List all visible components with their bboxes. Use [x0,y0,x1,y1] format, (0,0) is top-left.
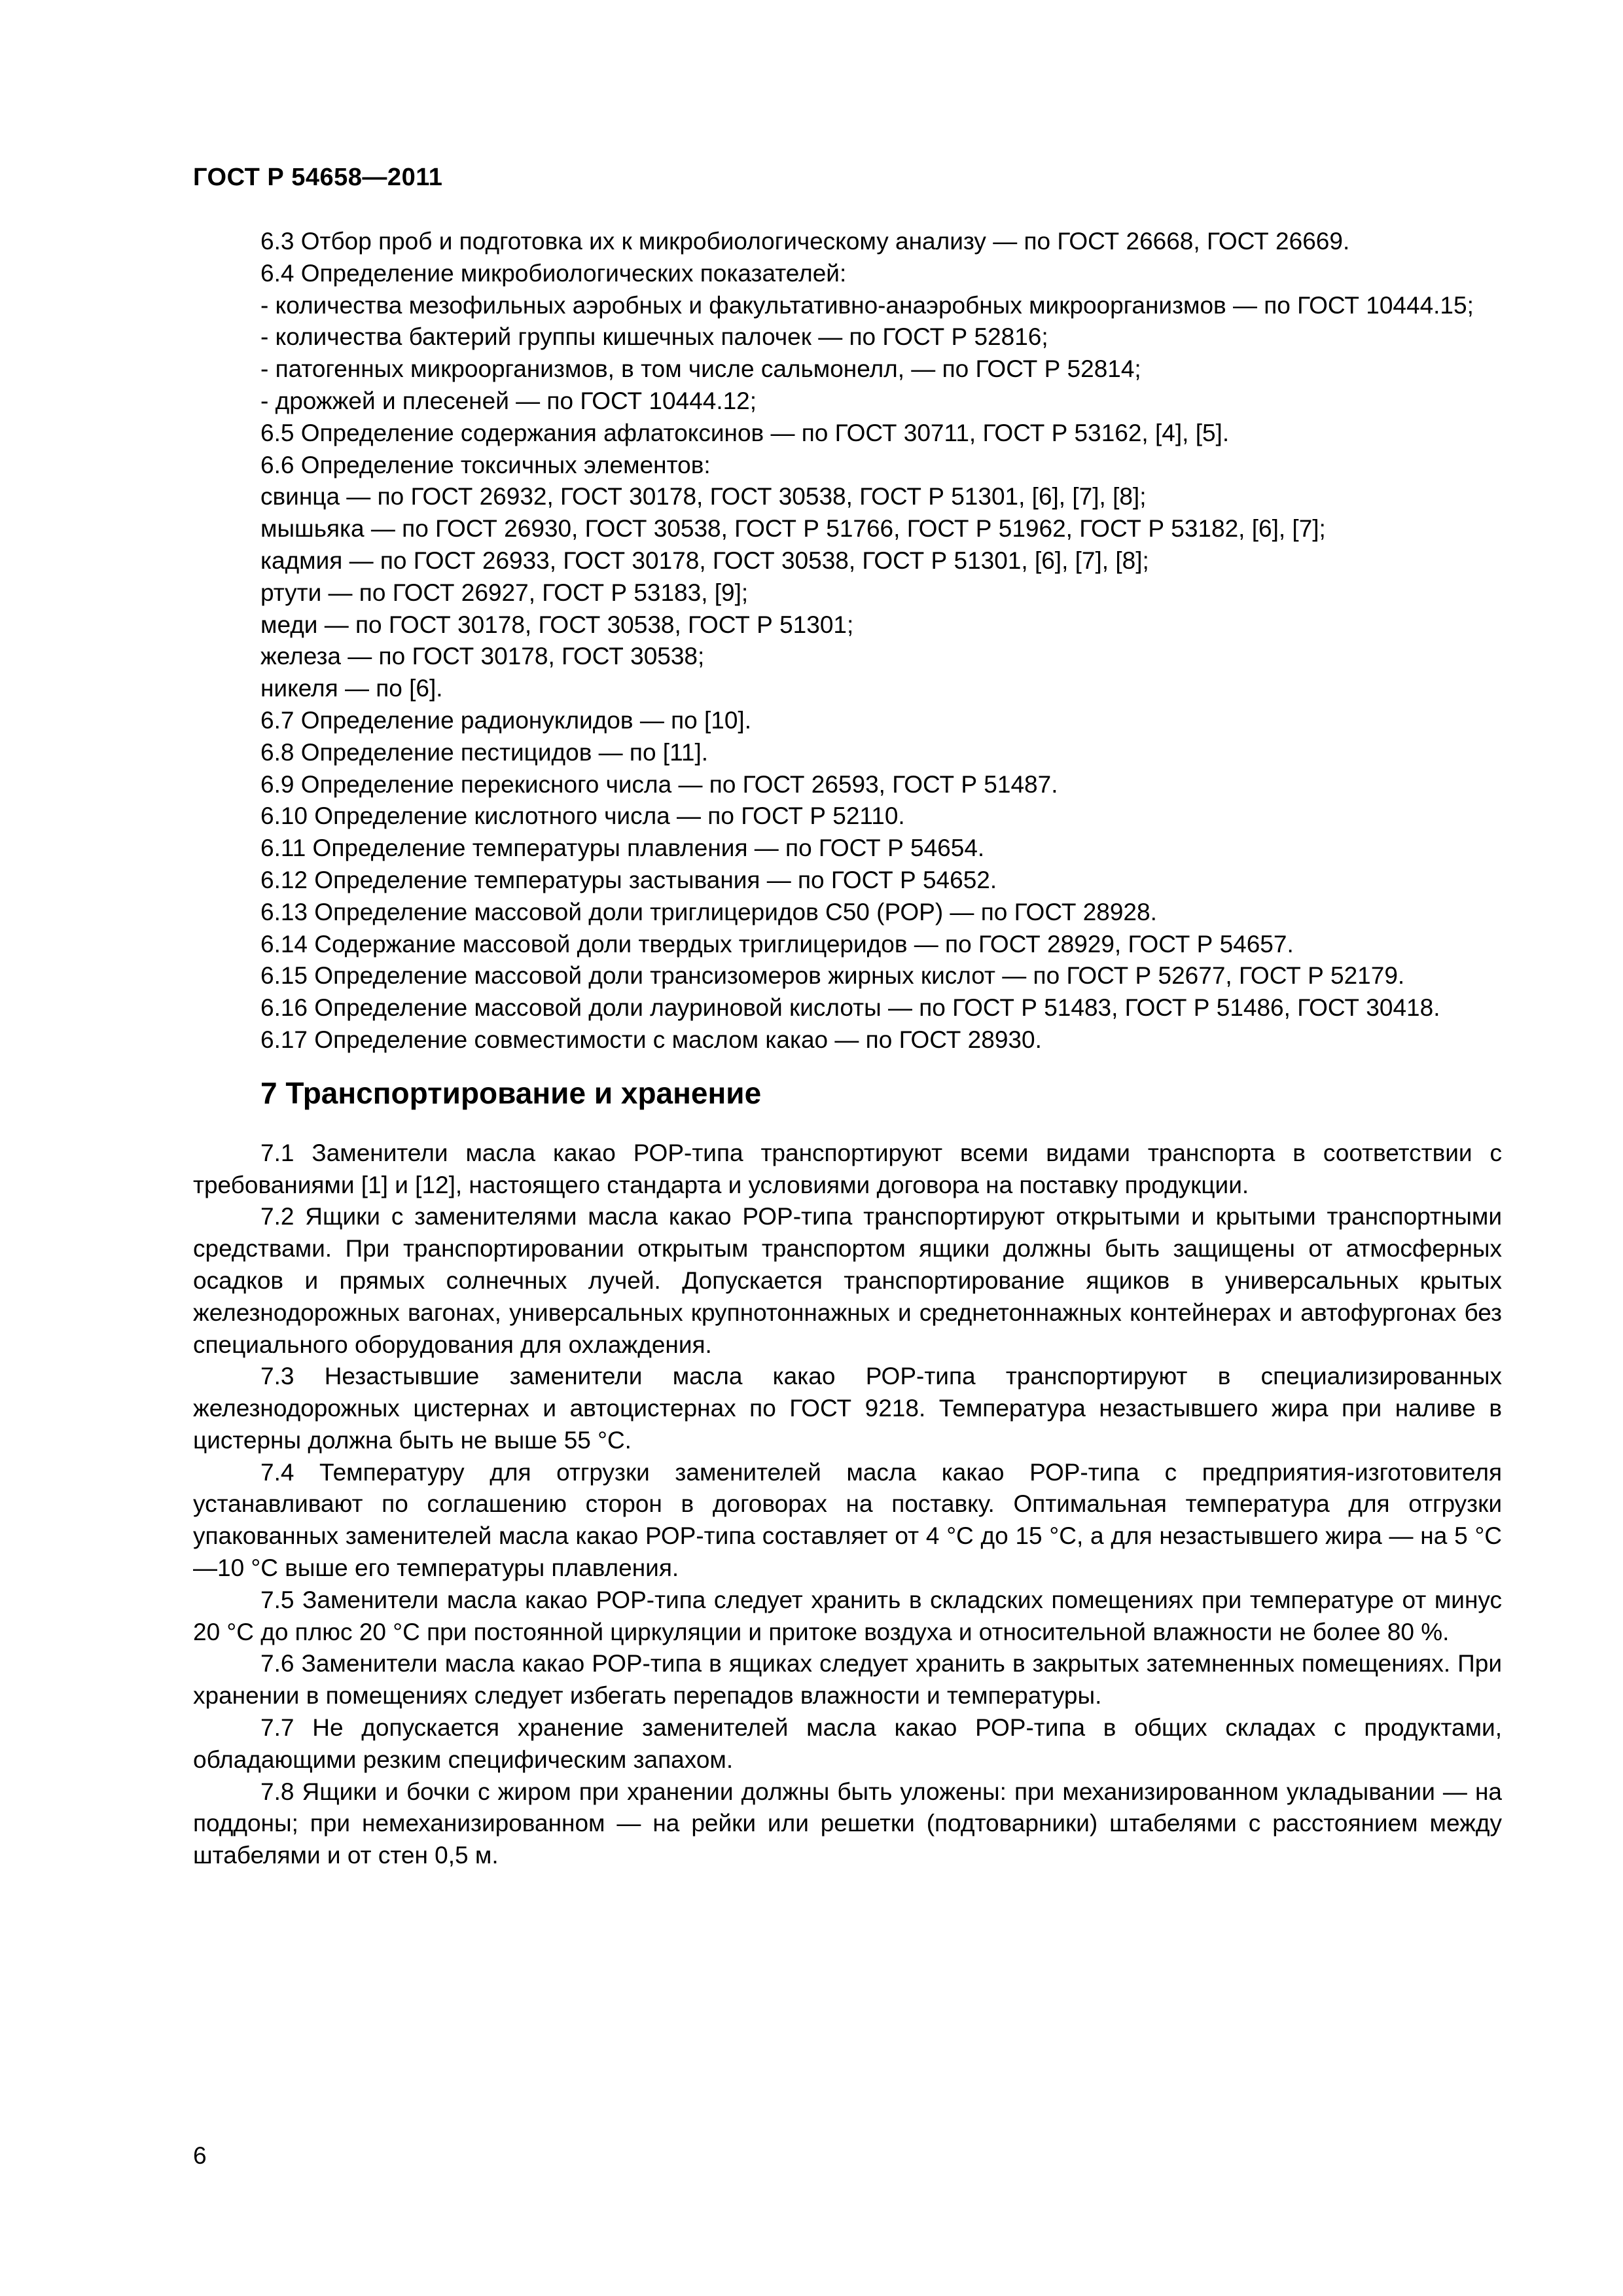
paragraph-7-7: 7.7 Не допускается хранение заменителей масла какао РОР-типа в общих складах с продуктами, обладающими резким специфическим запахом. [193,1714,1502,1773]
list-item-6-6-cadmium: кадмия — по ГОСТ 26933, ГОСТ 30178, ГОСТ 30538, ГОСТ Р 51301, [6], [7], [8]; [260,547,1149,574]
paragraph-6-17: 6.17 Определение совместимости с маслом какао — по ГОСТ 28930. [260,1026,1042,1053]
paragraph-7-1: 7.1 Заменители масла какао РОР-типа транспортируют всеми видами транспорта в соответствии с требованиями [1] и [12], настоящего стандарта и условиями договора на поставку продукции. [193,1139,1502,1198]
paragraph-6-8: 6.8 Определение пестицидов — по [11]. [260,738,709,766]
list-item-6-6-nickel: никеля — по [6]. [260,675,443,702]
list-item-6-6-copper: меди — по ГОСТ 30178, ГОСТ 30538, ГОСТ Р 51301; [260,611,854,638]
list-item-6-6-arsenic: мышьяка — по ГОСТ 26930, ГОСТ 30538, ГОСТ Р 51766, ГОСТ Р 51962, ГОСТ Р 53182, [6], [7]; [260,515,1326,543]
paragraph-6-12: 6.12 Определение температуры застывания — по ГОСТ Р 54652. [260,866,997,893]
paragraph-6-3: 6.3 Отбор проб и подготовка их к микробиологическому анализу — по ГОСТ 26668, ГОСТ 26669. [260,228,1350,255]
paragraph-7-6: 7.6 Заменители масла какао РОР-типа в ящиках следует хранить в закрытых затемненных помещениях. При хранении в помещениях следует избегать перепадов влажности и температуры. [193,1650,1502,1710]
paragraph-7-8: 7.8 Ящики и бочки с жиром при хранении должны быть уложены: при механизированном укладывании — на поддоны; при немеханизированном — на рейки или решетки (подтоварники) штабелями с расстоянием между штабелями и от стен 0,5 м. [193,1778,1502,1869]
paragraph-6-7: 6.7 Определение радионуклидов — по [10]. [260,706,751,734]
paragraph-7-2: 7.2 Ящики с заменителями масла какао РОР-типа транспортируют открытыми и крытыми транспортными средствами. При транспортировании открытым транспортом ящики должны быть защищены от атмосферных осадков и прямых солнечных лучей. Допускается транспортирование ящиков в универсальных крытых железнодорожных вагонах, универсальных крупнотоннажных и среднетоннажных контейнерах и автофургонах без специального оборудования для охлаждения. [193,1203,1502,1358]
list-item-6-6-lead: свинца — по ГОСТ 26932, ГОСТ 30178, ГОСТ 30538, ГОСТ Р 51301, [6], [7], [8]; [260,483,1147,511]
paragraph-6-11: 6.11 Определение температуры плавления — по ГОСТ Р 54654. [260,834,985,862]
page-number: 6 [193,2142,207,2169]
paragraph-6-5: 6.5 Определение содержания афлатоксинов — по ГОСТ 30711, ГОСТ Р 53162, [4], [5]. [260,419,1230,446]
paragraph-7-3: 7.3 Незастывшие заменители масла какао РОР-типа транспортируют в специализированных железнодорожных цистернах и автоцистернах по ГОСТ 9218. Температура незастывшего жира при наливе в цистерны должна быть не выше 55 °С. [193,1363,1502,1454]
paragraph-6-15: 6.15 Определение массовой доли трансизомеров жирных кислот — по ГОСТ Р 52677, ГОСТ Р 52179. [260,962,1405,990]
list-item-6-4-1: - количества мезофильных аэробных и факультативно-анаэробных микроорганизмов — по ГОСТ 10444.15; [260,291,1474,319]
list-item-6-6-iron: железа — по ГОСТ 30178, ГОСТ 30538; [260,643,705,670]
list-item-6-4-4: - дрожжей и плесеней — по ГОСТ 10444.12; [260,387,757,414]
paragraph-6-9: 6.9 Определение перекисного числа — по ГОСТ 26593, ГОСТ Р 51487. [260,770,1058,798]
paragraph-6-6: 6.6 Определение токсичных элементов: [260,451,711,478]
paragraph-7-4: 7.4 Температуру для отгрузки заменителей масла какао РОР-типа с предприятия-изготовителя устанавливают по соглашению сторон в договорах на поставку. Оптимальная температура для отгрузки упакованных заменителей масла какао РОР-типа составляет от 4 °С до 15 °С, а для незастывшего жира — на 5 °С—10 °С выше его температуры плавления. [193,1458,1502,1582]
list-item-6-4-2: - количества бактерий группы кишечных палочек — по ГОСТ Р 52816; [260,323,1048,351]
paragraph-6-10: 6.10 Определение кислотного числа — по ГОСТ Р 52110. [260,802,905,830]
document-code-header: ГОСТ Р 54658—2011 [193,164,443,191]
list-item-6-4-3: - патогенных микроорганизмов, в том числе сальмонелл, — по ГОСТ Р 52814; [260,355,1141,383]
paragraph-6-13: 6.13 Определение массовой доли триглицеридов С50 (РОР) — по ГОСТ 28928. [260,898,1157,925]
paragraph-6-4: 6.4 Определение микробиологических показателей: [260,259,847,287]
paragraph-6-16: 6.16 Определение массовой доли лауриновой кислоты — по ГОСТ Р 51483, ГОСТ Р 51486, ГОСТ 30418. [260,994,1440,1022]
section-heading: 7 Транспортирование и хранение [260,1075,762,1110]
document-body [193,226,1502,1872]
list-item-6-6-mercury: ртути — по ГОСТ 26927, ГОСТ Р 53183, [9]; [260,579,749,606]
paragraph-6-14: 6.14 Содержание массовой доли твердых триглицеридов — по ГОСТ 28929, ГОСТ Р 54657. [260,930,1294,958]
paragraph-7-5: 7.5 Заменители масла какао РОР-типа следует хранить в складских помещениях при температуре от минус 20 °С до плюс 20 °С при постоянной циркуляции и притоке воздуха и относительной влажности не более 80 %. [193,1586,1502,1645]
